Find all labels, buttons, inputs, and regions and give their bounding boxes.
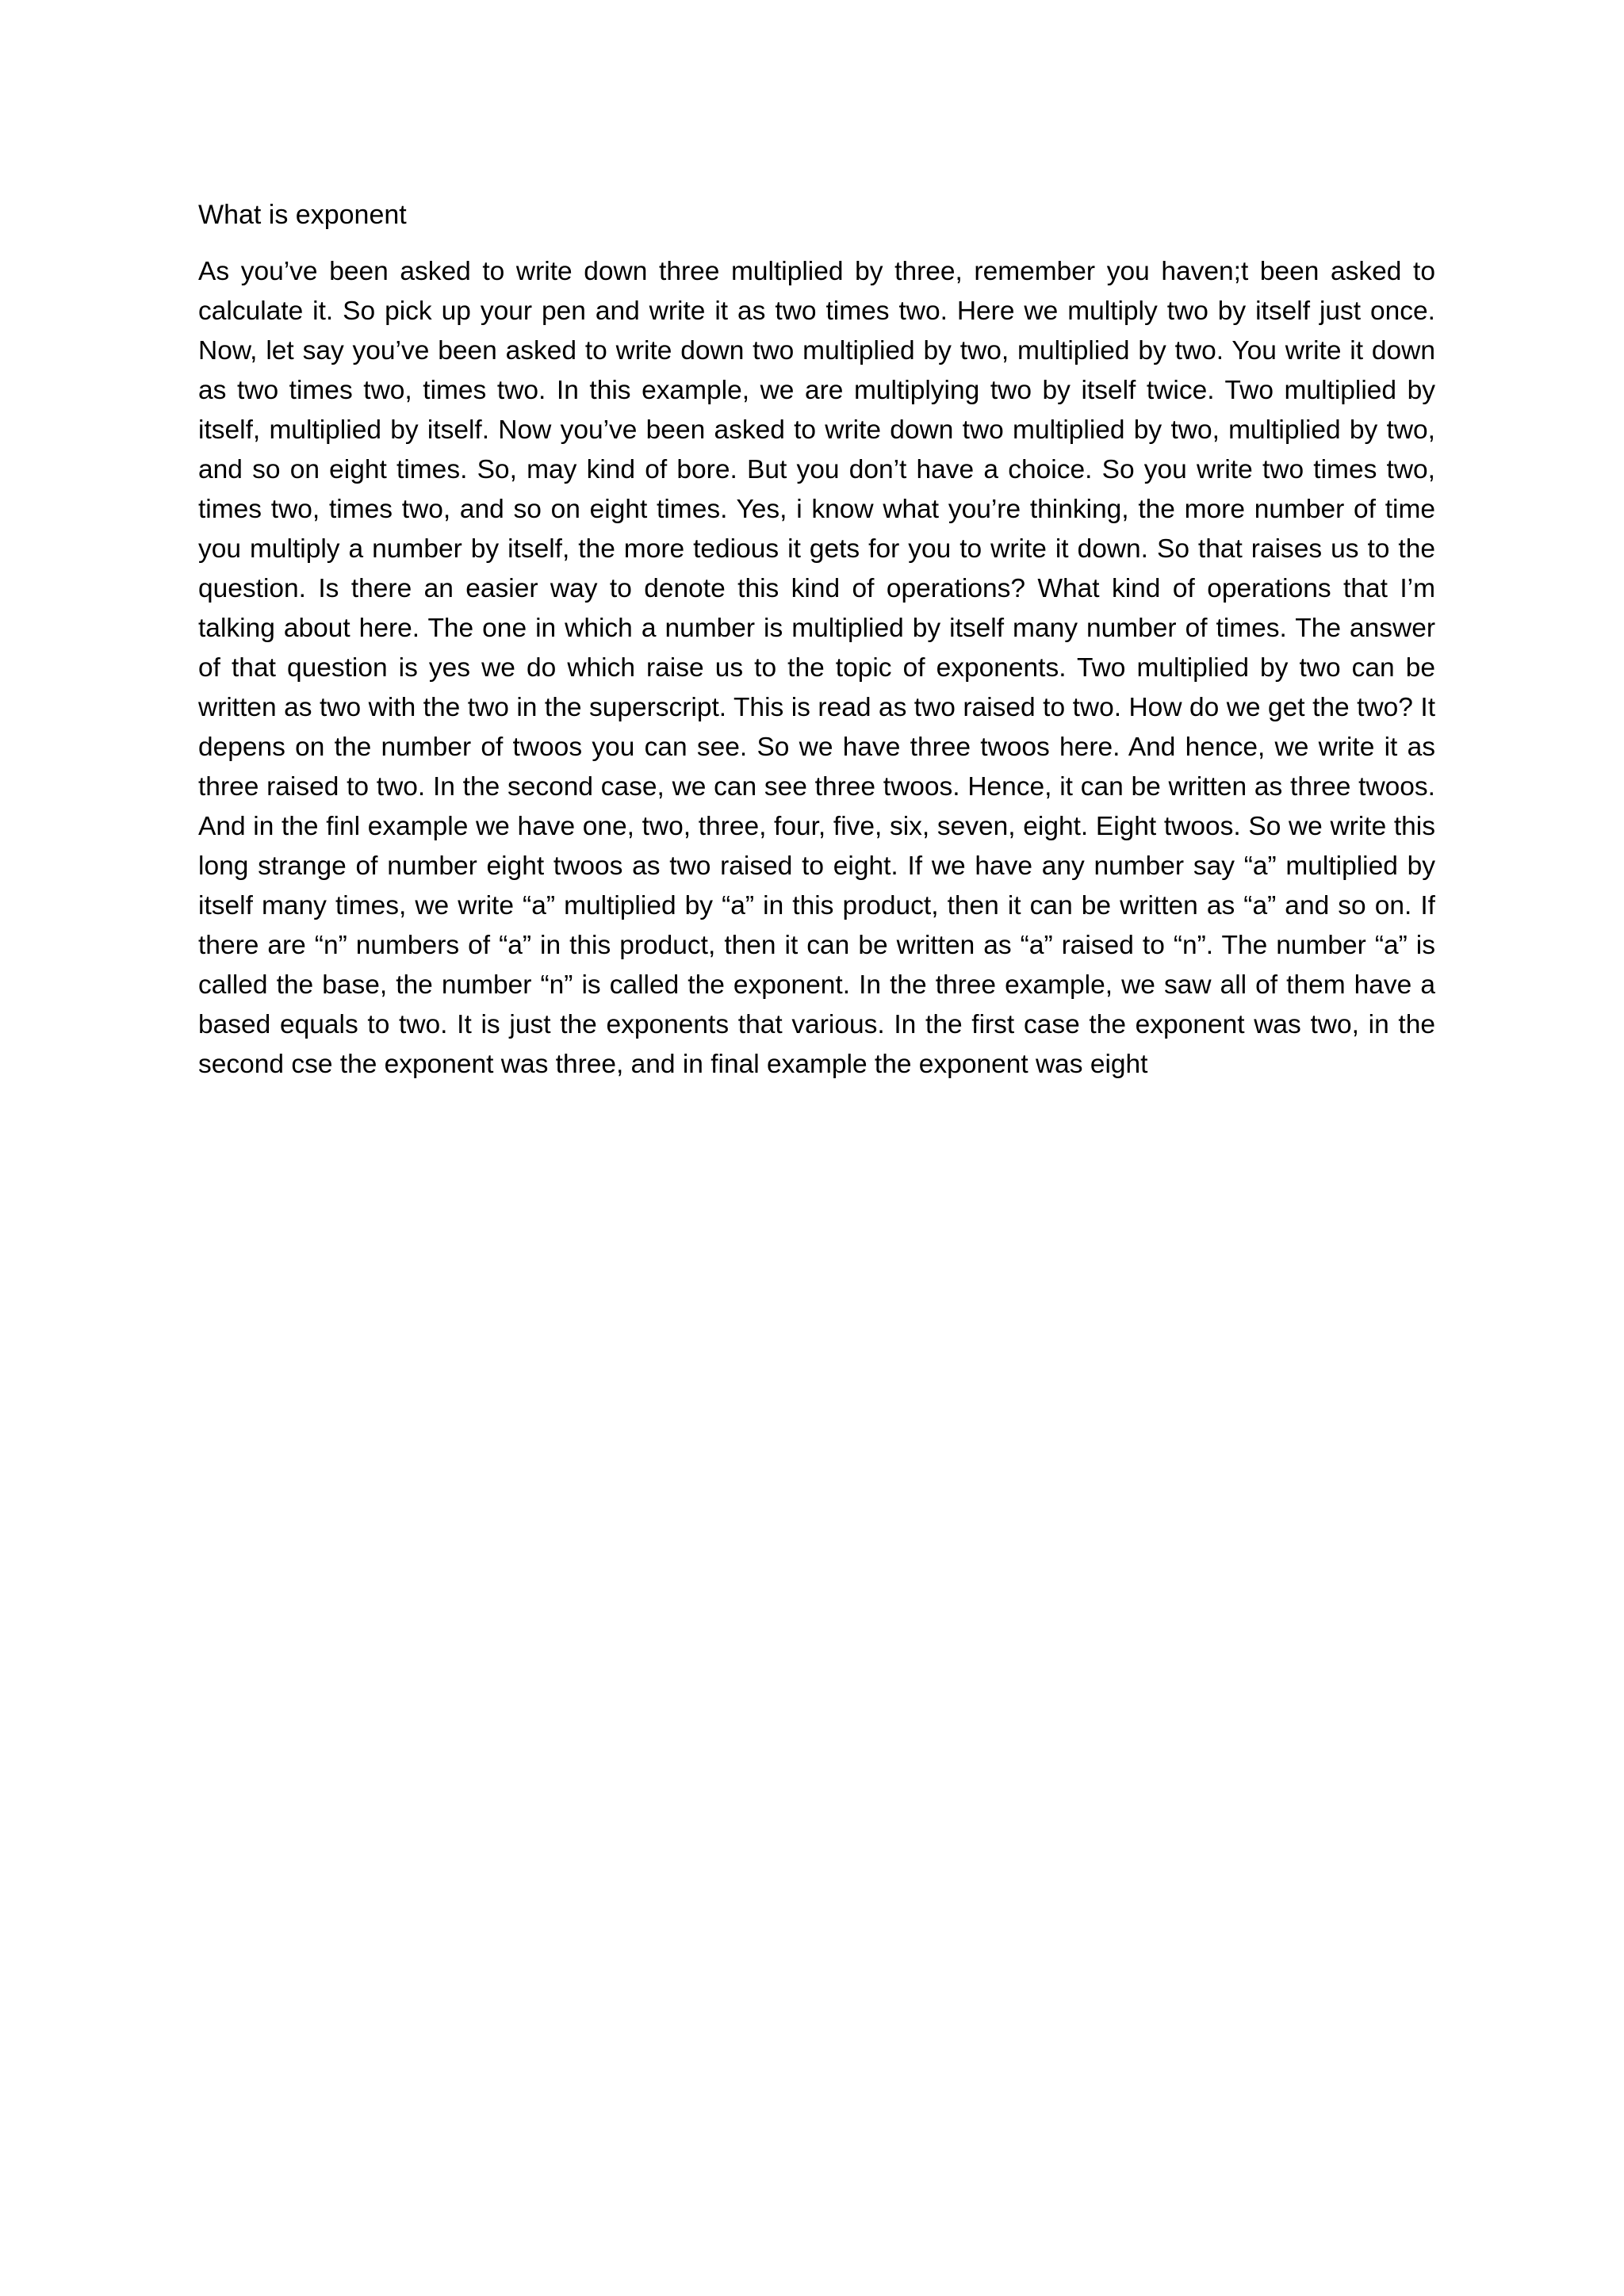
document-content xyxy=(198,195,1435,1085)
document-heading: What is exponent xyxy=(198,200,407,230)
document-paragraph: As you’ve been asked to write down three multiplied by three, remember you haven;t been asked to calculate it. So pick up your pen and write it as two times two. Here we multiply two by itself just once. Now, let say you’ve been asked to write down two multiplied by two, multiplied by two. You write it down as two times two, times two. In this example, we are multiplying two by itself twice. Two multiplied by itself, multiplied by itself. Now you’ve been asked to write down two multiplied by two, multiplied by two, and so on eight times. So, may kind of bore. But you don’t have a choice. So you write two times two, times two, times two, and so on eight times. Yes, i know what you’re thinking, the more number of time you multiply a number by itself, the more tedious it gets for you to write it down. So that raises us to the question. Is there an easier way to denote this kind of operations? What kind of operations that I’m talking about here. The one in which a number is multiplied by itself many number of times. The answer of that question is yes we do which raise us to the topic of exponents. Two multiplied by two can be written as two with the two in the superscript. This is read as two raised to two. How do we get the two? It depens on the number of twoos you can see. So we have three twoos here. And hence, we write it as three raised to two. In the second case, we can see three twoos. Hence, it can be written as three twoos. And in the finl example we have one, two, three, four, five, six, seven, eight. Eight twoos. So we write this long strange of number eight twoos as two raised to eight. If we have any number say “a” multiplied by itself many times, we write “a” multiplied by “a” in this product, then it can be written as “a” and so on. If there are “n” numbers of “a” in this product, then it can be written as “a” raised to “n”. The number “a” is called the base, the number “n” is called the exponent. In the three example, we saw all of them have a based equals to two. It is just the exponents that various. In the first case the exponent was two, in the second cse the exponent was three, and in final example the exponent was eight xyxy=(198,257,1435,1079)
